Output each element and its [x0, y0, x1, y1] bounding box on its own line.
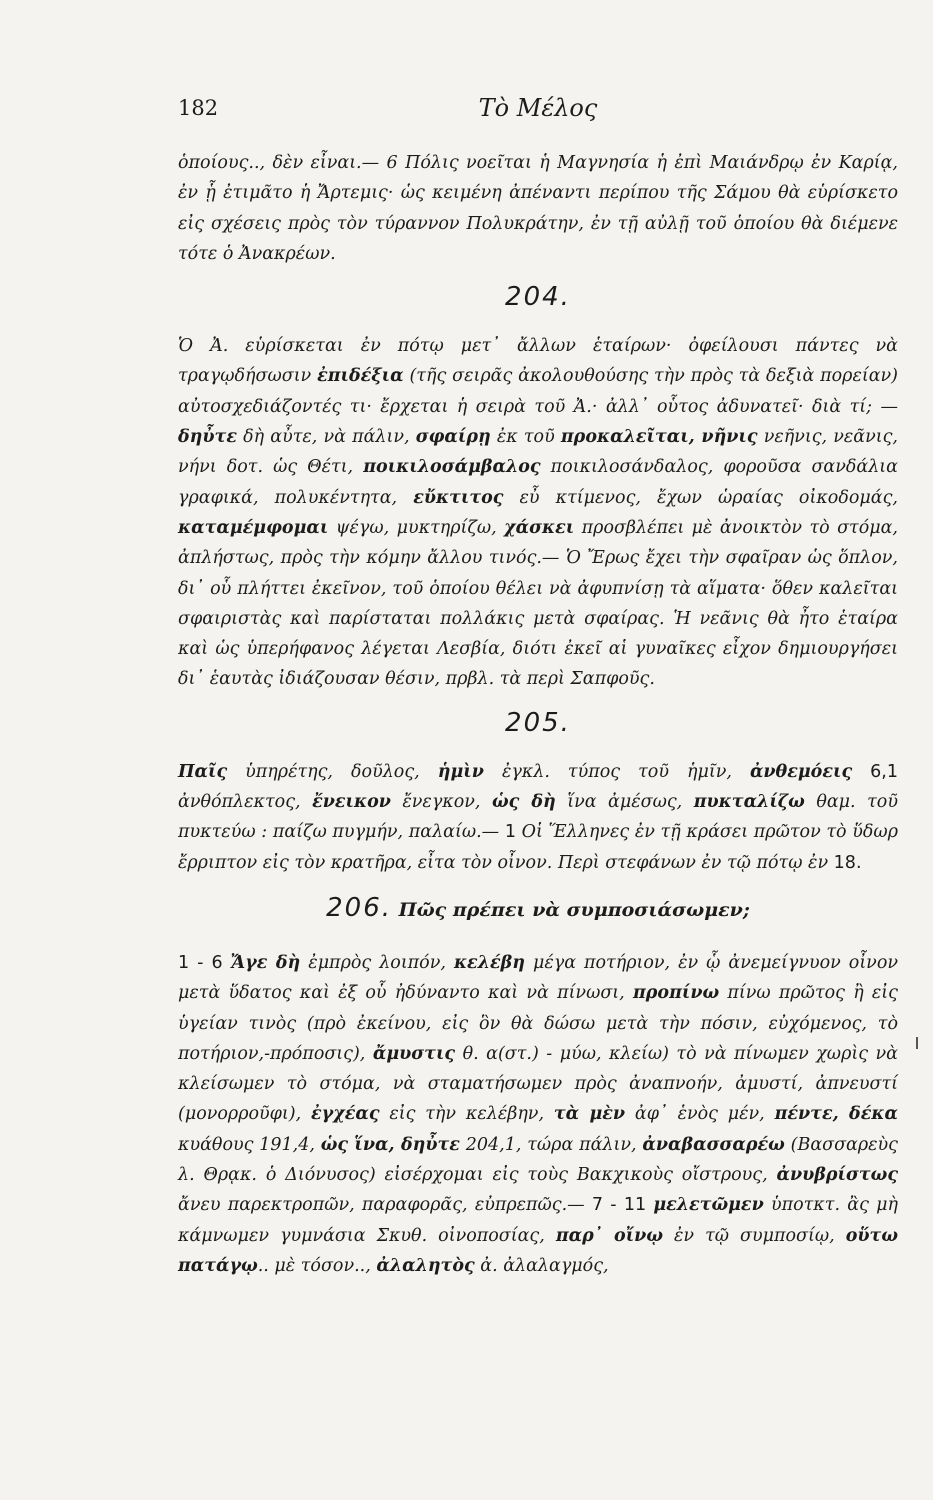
running-head [178, 96, 898, 130]
section-heading-206 [178, 890, 898, 934]
section-number-206: 206. [326, 892, 392, 923]
section-number-205: 205. [505, 707, 571, 738]
body-text [178, 148, 898, 1281]
paragraph-206: 1 - 6 Ἄγε δὴ ἐμπρὸς λοιπόν, κελέβη μέγα ποτήριον, ἐν ᾧ ἀνεμείγνυον οἶνον μετὰ ὕδατος καὶ ἐξ οὗ ἠδύναντο καὶ νὰ πίνωσι, προπίνω πίνω πρῶτος ἢ εἰς ὑγείαν τινὸς (πρὸ ἐκείνου, εἰς ὃν θὰ δώσω μετὰ τὴν πόσιν, εὐχόμενος, τὸ ποτήριον,-πρόποσις), ἄμυστις θ. α(στ.) - μύω, κλείω) τὸ νὰ πίνωμεν χωρὶς νὰ κλείσωμεν τὸ στόμα, νὰ σταματήσωμεν πρὸς ἀναπνοήν, ἀμυστί, ἀπνευστί (μονορροῦφι), ἐγχέας εἰς τὴν κελέβην, τὰ μὲν ἀφ᾽ ἑνὸς μέν, πέντε, δέκα κυάθους 191,4, ὡς ἵνα, δηὖτε 204,1, τώρα πάλιν, ἀναβασσαρέω (Βασσαρεὺς λ. Θρᾳκ. ὁ Διόνυσος) εἰσέρχομαι εἰς τοὺς Βακχικοὺς οἴστρους, ἀνυβρίστως ἄνευ παρεκτροπῶν, παραφορᾶς, εὐπρεπῶς.— 7 - 11 μελετῶμεν ὑποτκτ. ἂς μὴ κάμνωμεν γυμνάσια Σκυθ. οἰνοποσίας, παρ᾽ οἴνῳ ἐν τῷ συμποσίῳ, οὕτω πατάγῳ.. μὲ τόσον.., ἀλαλητὸς ἀ. ἀλαλαγμός, [178, 952, 898, 1276]
paragraph-204: Ὁ Ἀ. εὑρίσκεται ἐν πότῳ μετ᾽ ἄλλων ἑταίρων· ὀφείλουσι πάντες νὰ τραγῳδήσωσιν ἐπιδέξια (τῆς σειρᾶς ἀκολουθούσης τὴν πρὸς τὰ δεξιὰ πορείαν) αὐτοσχεδιάζοντές τι· ἔρχεται ἡ σειρὰ τοῦ Ἀ.· ἀλλ᾽ οὗτος ἀδυνατεῖ· διὰ τί; — δηὖτε δὴ αὖτε, νὰ πάλιν, σφαίρῃ ἐκ τοῦ προκαλεῖται, νῆνις νεῆνις, νεᾶνις, νήνι δοτ. ὡς Θέτι, ποικιλοσάμβαλος ποικιλοσάνδαλος, φοροῦσα σανδάλια γραφικά, πολυκέντητα, εὔκτιτος εὖ κτίμενος, ἔχων ὡραίας οἰκοδομάς, καταμέμφομαι ψέγω, μυκτηρίζω, χάσκει προσβλέπει μὲ ἀνοικτὸν τὸ στόμα, ἀπλήστως, πρὸς τὴν κόμην ἄλλου τινός.— Ὁ Ἔρως ἔχει τὴν σφαῖραν ὡς ὅπλον, δι᾽ οὗ πλήττει ἐκεῖνον, τοῦ ὁποίου θέλει νὰ ἀφυπνίσῃ τὰ αἵματα· ὅθεν καλεῖται σφαιριστὰς καὶ παρίσταται πολλάκις μετὰ σφαίρας. Ἡ νεᾶνις θὰ ἦτο ἑταίρα καὶ ὡς ὑπερήφανος λέγεται Λεσβία, διότι ἐκεῖ αἱ γυναῖκες εἶχον δημιουργήσει δι᾽ ἑαυτὰς ἰδιάζουσαν θέσιν, πρβλ. τὰ περὶ Σαπφοῦς. [178, 336, 898, 690]
section-title-206: Πῶς πρέπει νὰ συμποσιάσωμεν; [398, 898, 750, 921]
margin-mark [916, 1037, 918, 1049]
section-number-204: 204. [505, 282, 571, 313]
paragraph-203-end: ὁποίους.., δὲν εἶναι.— 6 Πόλις νοεῖται ἡ Μαγνησία ἡ ἐπὶ Μαιάνδρῳ ἐν Καρίᾳ, ἐν ᾗ ἐτιμᾶτο ἡ Ἄρτεμις· ὡς κειμένη ἀπέναντι περίπου τῆς Σάμου θὰ εὑρίσκετο εἰς σχέσεις πρὸς τὸν τύραννον Πολυκράτην, ἐν τῇ αὐλῇ τοῦ ὁποίου θὰ διέμενε τότε ὁ Ἀνακρέων. [178, 153, 898, 264]
running-title: Τὸ Μέλος [478, 94, 598, 122]
page-number: 182 [178, 96, 219, 120]
paragraph-205: Παῖς ὑπηρέτης, δοῦλος, ἡμὶν ἐγκλ. τύπος τοῦ ἡμῖν, ἀνθεμόεις 6,1 ἀνθόπλεκτος, ἔνεικον ἔνεγκον, ὡς δὴ ἵνα ἀμέσως, πυκταλίζω θαμ. τοῦ πυκτεύω : παίζω πυγμήν, παλαίω.— 1 Οἱ Ἕλληνες ἐν τῇ κράσει πρῶτον τὸ ὕδωρ ἔρριπτον εἰς τὸν κρατῆρα, εἶτα τὸν οἶνον. Περὶ στεφάνων ἐν τῷ πότῳ ἐν 18. [178, 761, 898, 873]
